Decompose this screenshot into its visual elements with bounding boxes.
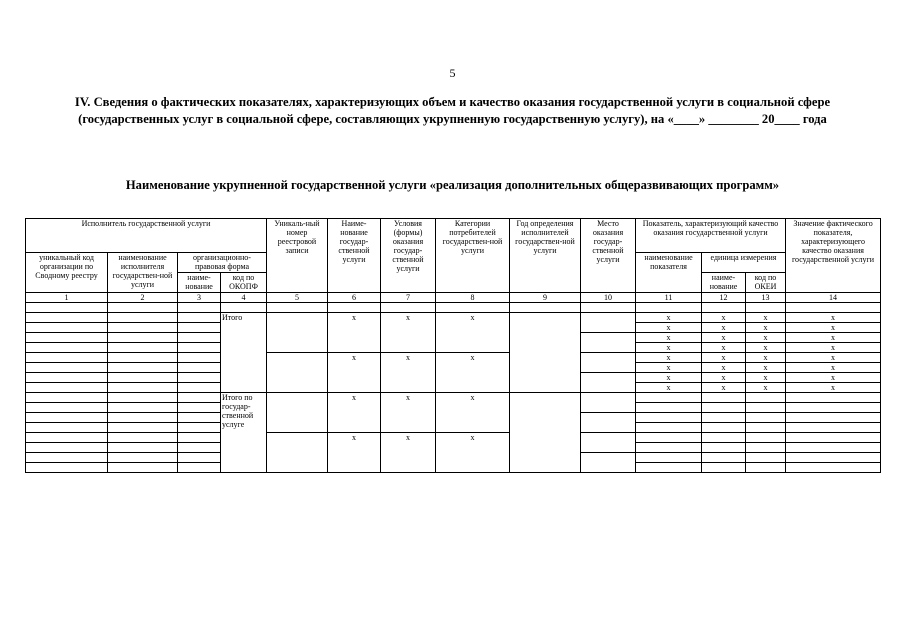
table-cell[interactable] (581, 393, 636, 413)
table-cell[interactable] (26, 423, 108, 433)
table-cell[interactable] (108, 443, 178, 453)
column-number: 14 (786, 293, 881, 303)
header-executor: Исполнитель государственной услуги (26, 219, 267, 253)
table-cell[interactable] (786, 303, 881, 313)
mark-x: x (381, 393, 436, 433)
table-cell[interactable] (636, 463, 702, 473)
mark-x: x (746, 363, 786, 373)
table-cell[interactable] (746, 453, 786, 463)
mark-x: x (328, 353, 381, 393)
actual-indicators-table (25, 218, 881, 473)
table-cell[interactable] (178, 393, 221, 403)
table-cell[interactable] (510, 303, 581, 313)
column-number: 10 (581, 293, 636, 303)
table-cell[interactable] (108, 313, 178, 323)
table-cell[interactable] (581, 453, 636, 473)
header-value: Значение фактического показателя, характеризующего качество оказания государственной услуги (786, 219, 881, 293)
mark-x: x (436, 433, 510, 473)
mark-x: x (636, 373, 702, 383)
column-number: 5 (267, 293, 328, 303)
table-cell[interactable] (702, 423, 746, 433)
table-cell[interactable] (746, 303, 786, 313)
column-number: 7 (381, 293, 436, 303)
table-cell[interactable] (581, 413, 636, 433)
table-cell[interactable] (178, 423, 221, 433)
table-cell[interactable] (636, 423, 702, 433)
header-unit: единица измерения (702, 253, 786, 273)
mark-x: x (436, 393, 510, 433)
mark-x: x (636, 313, 702, 323)
table-cell[interactable] (26, 453, 108, 463)
header-service-name: Наиме-нование государ-ственной услуги (328, 219, 381, 293)
table-cell[interactable] (702, 433, 746, 443)
header-executor-name: наименование исполнителя государствен-ной услуги (108, 253, 178, 293)
mark-x: x (636, 333, 702, 343)
table-cell[interactable] (746, 413, 786, 423)
mark-x: x (786, 373, 881, 383)
total-by-service-label: Итого по государ-ственной услуге (221, 393, 267, 473)
table-cell[interactable] (108, 363, 178, 373)
table-cell[interactable] (746, 463, 786, 473)
column-number: 13 (746, 293, 786, 303)
page-number: 5 (449, 66, 456, 80)
mark-x: x (746, 313, 786, 323)
column-number: 8 (436, 293, 510, 303)
table-cell[interactable] (636, 453, 702, 463)
header-indicator: Показатель, характеризующий качество оказания государственной услуги (636, 219, 786, 253)
table-cell[interactable] (786, 433, 881, 443)
table-cell[interactable] (746, 433, 786, 443)
mark-x: x (786, 343, 881, 353)
table-cell[interactable] (786, 443, 881, 453)
column-number: 6 (328, 293, 381, 303)
table-cell[interactable] (178, 323, 221, 333)
mark-x: x (702, 353, 746, 363)
mark-x: x (381, 353, 436, 393)
mark-x: x (702, 333, 746, 343)
table-cell[interactable] (178, 453, 221, 463)
header-categories: Категории потребителей государствен-ной услуги (436, 219, 510, 293)
table-cell[interactable] (267, 393, 328, 433)
table-cell[interactable] (702, 403, 746, 413)
table-cell[interactable] (786, 463, 881, 473)
header-unique-number: Уникаль-ный номер реестровой записи (267, 219, 328, 293)
table-cell[interactable] (510, 393, 581, 473)
mark-x: x (746, 343, 786, 353)
header-okopf-code: код по ОКОПФ (221, 273, 267, 293)
table-cell[interactable] (702, 443, 746, 453)
header-year: Год определения исполнителей государствен-ной услуги (510, 219, 581, 293)
table-cell[interactable] (26, 433, 108, 443)
table-cell[interactable] (746, 393, 786, 403)
table-cell[interactable] (178, 383, 221, 393)
column-number: 9 (510, 293, 581, 303)
table-cell[interactable] (581, 353, 636, 373)
table-cell[interactable] (108, 423, 178, 433)
table-cell[interactable] (26, 383, 108, 393)
total-label: Итого (221, 313, 267, 393)
mark-x: x (328, 393, 381, 433)
table-cell[interactable] (786, 403, 881, 413)
mark-x: x (786, 323, 881, 333)
table-cell[interactable] (108, 383, 178, 393)
table-cell[interactable] (108, 393, 178, 403)
table-cell[interactable] (26, 403, 108, 413)
table-cell[interactable] (108, 463, 178, 473)
table-row (26, 313, 881, 323)
table-cell[interactable] (636, 393, 702, 403)
table-cell[interactable] (746, 423, 786, 433)
header-legal-form: организационно-правовая форма (178, 253, 267, 273)
column-number: 11 (636, 293, 702, 303)
table-cell[interactable] (702, 413, 746, 423)
table-cell[interactable] (178, 313, 221, 323)
mark-x: x (702, 373, 746, 383)
mark-x: x (786, 313, 881, 323)
service-name-heading: Наименование укрупненной государственной услуги «реализация дополнительных общеразвивающих программ» (125, 178, 780, 192)
table-cell[interactable] (581, 373, 636, 393)
table-row (26, 303, 881, 313)
table-cell[interactable] (178, 353, 221, 363)
table-cell[interactable] (702, 463, 746, 473)
table-cell[interactable] (26, 333, 108, 343)
column-number: 4 (221, 293, 267, 303)
header-okei-code: код по ОКЕИ (746, 273, 786, 293)
table-cell[interactable] (178, 433, 221, 443)
table-cell[interactable] (786, 423, 881, 433)
table-cell[interactable] (108, 343, 178, 353)
column-number: 1 (26, 293, 108, 303)
table-cell[interactable] (636, 403, 702, 413)
mark-x: x (328, 313, 381, 353)
table-cell[interactable] (381, 303, 436, 313)
mark-x: x (636, 323, 702, 333)
mark-x: x (746, 373, 786, 383)
table-cell[interactable] (178, 413, 221, 423)
table-cell[interactable] (221, 303, 267, 313)
table-cell[interactable] (581, 333, 636, 353)
table-row (26, 393, 881, 403)
table-cell[interactable] (581, 433, 636, 453)
table-cell[interactable] (786, 393, 881, 403)
table-cell[interactable] (26, 323, 108, 333)
table-cell[interactable] (178, 363, 221, 373)
table-cell[interactable] (581, 313, 636, 333)
mark-x: x (636, 383, 702, 393)
table-cell[interactable] (581, 303, 636, 313)
table-row (26, 433, 881, 443)
mark-x: x (436, 313, 510, 353)
table-cell[interactable] (108, 413, 178, 423)
mark-x: x (381, 313, 436, 353)
table-cell[interactable] (267, 353, 328, 393)
table-cell[interactable] (26, 353, 108, 363)
mark-x: x (746, 333, 786, 343)
table-cell[interactable] (26, 373, 108, 383)
table-cell[interactable] (267, 313, 328, 353)
table-cell[interactable] (786, 413, 881, 423)
header-unique-code: уникальный код организации по Сводному реестру (26, 253, 108, 293)
table-cell[interactable] (746, 443, 786, 453)
table-cell[interactable] (636, 433, 702, 443)
mark-x: x (328, 433, 381, 473)
table-cell[interactable] (108, 323, 178, 333)
table-cell[interactable] (178, 343, 221, 353)
header-place: Место оказания государ-ственной услуги (581, 219, 636, 293)
mark-x: x (746, 323, 786, 333)
table-cell[interactable] (178, 403, 221, 413)
table-cell[interactable] (746, 403, 786, 413)
column-number: 12 (702, 293, 746, 303)
table-cell[interactable] (702, 393, 746, 403)
table-cell[interactable] (26, 413, 108, 423)
table-cell[interactable] (267, 303, 328, 313)
table-cell[interactable] (108, 303, 178, 313)
page-title: IV. Сведения о фактических показателях, характеризующих объем и качество оказания государственной услуги в социальной сфере (государственных услуг в социальной сфере, составляющих укрупненную государственную услугу), на «____» ________ 20____ года (74, 95, 831, 126)
mark-x: x (746, 353, 786, 363)
mark-x: x (636, 353, 702, 363)
table-cell[interactable] (108, 353, 178, 363)
table-cell[interactable] (108, 433, 178, 443)
table-cell[interactable] (510, 313, 581, 393)
mark-x: x (786, 383, 881, 393)
mark-x: x (702, 323, 746, 333)
table-cell[interactable] (786, 453, 881, 463)
table-cell[interactable] (328, 303, 381, 313)
mark-x: x (746, 383, 786, 393)
mark-x: x (636, 363, 702, 373)
table-cell[interactable] (178, 373, 221, 383)
table-cell[interactable] (108, 333, 178, 343)
mark-x: x (786, 333, 881, 343)
table-cell[interactable] (702, 303, 746, 313)
mark-x: x (786, 353, 881, 363)
header-indicator-name: наименование показателя (636, 253, 702, 293)
table-cell[interactable] (436, 303, 510, 313)
table-cell[interactable] (267, 433, 328, 473)
table-cell[interactable] (178, 333, 221, 343)
table-cell[interactable] (26, 443, 108, 453)
table-cell[interactable] (108, 403, 178, 413)
mark-x: x (702, 313, 746, 323)
table-cell[interactable] (26, 343, 108, 353)
column-number: 3 (178, 293, 221, 303)
header-legal-form-name: наиме-нование (178, 273, 221, 293)
table-cell[interactable] (26, 313, 108, 323)
mark-x: x (436, 353, 510, 393)
mark-x: x (786, 363, 881, 373)
mark-x: x (702, 343, 746, 353)
column-number-row (26, 293, 881, 303)
table-cell[interactable] (26, 393, 108, 403)
table-cell[interactable] (178, 463, 221, 473)
table-cell[interactable] (636, 303, 702, 313)
table-cell[interactable] (108, 453, 178, 463)
table-cell[interactable] (178, 303, 221, 313)
table-cell[interactable] (636, 443, 702, 453)
table-cell[interactable] (26, 303, 108, 313)
table-cell[interactable] (702, 453, 746, 463)
mark-x: x (636, 343, 702, 353)
mark-x: x (381, 433, 436, 473)
table-cell[interactable] (26, 363, 108, 373)
mark-x: x (702, 363, 746, 373)
table-cell[interactable] (178, 443, 221, 453)
header-conditions: Условия (формы) оказания государ-ственной услуги (381, 219, 436, 293)
table-row (26, 353, 881, 363)
header-unit-name: наиме-нование (702, 273, 746, 293)
table-cell[interactable] (26, 463, 108, 473)
column-number: 2 (108, 293, 178, 303)
table-cell[interactable] (108, 373, 178, 383)
table-cell[interactable] (636, 413, 702, 423)
mark-x: x (702, 383, 746, 393)
